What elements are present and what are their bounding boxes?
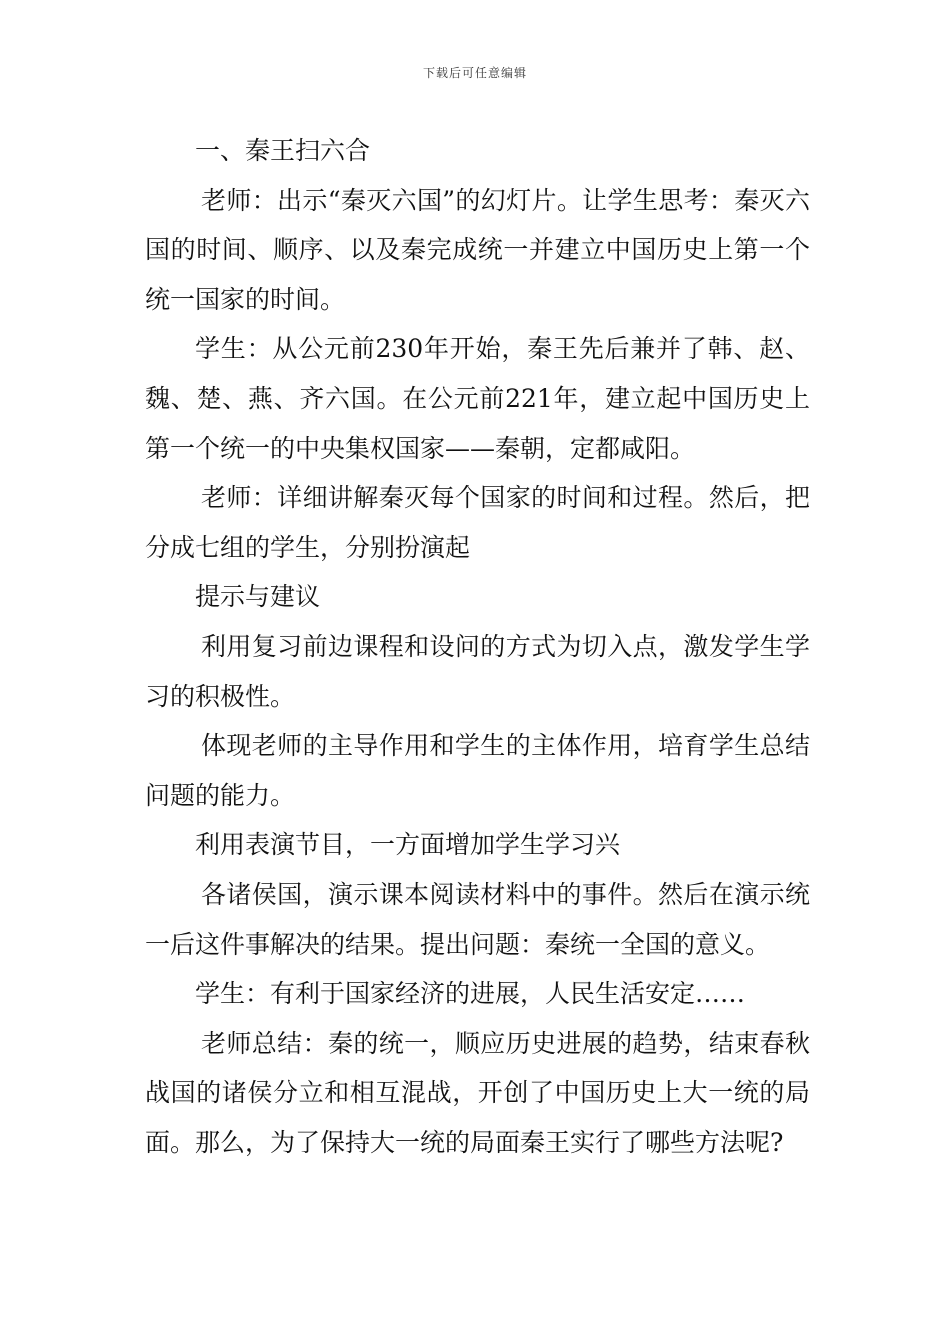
page-header: 下载后可任意编辑 <box>422 66 527 80</box>
section-heading: 一、秦王扫六合 <box>195 136 371 165</box>
paragraph-tip-performance: 利用表演节目，一方面增加学生学习兴 <box>195 830 621 860</box>
paragraph-student-meaning: 学生：有利于国家经济的进展，人民生活安定…… <box>195 979 746 1009</box>
paragraph-teacher-intro: 老师：出示“秦灭六国”的幻灯片。让学生思考：秦灭六国的时间、顺序、以及秦完成统一并建立中国历史上第一个统一国家的时间。 <box>145 185 810 314</box>
paragraph-teacher-explain: 老师：详细讲解秦灭每个国家的时间和过程。然后，把分成七组的学生，分别扮演起 <box>145 483 810 562</box>
paragraph-states-demo: 各诸侯国，演示课本阅读材料中的事件。然后在演示统一后这件事解决的结果。提出问题：秦统一全国的意义。 <box>145 879 810 959</box>
paragraph-teacher-summary: 老师总结：秦的统一，顺应历史进展的趋势，结束春秋战国的诸侯分立和相互混战，开创了中国历史上大一统的局面。那么，为了保持大一统的局面秦王实行了哪些方法呢? <box>145 1028 810 1157</box>
paragraph-tip-review: 利用复习前边课程和设问的方式为切入点，激发学生学习的积极性。 <box>145 631 810 711</box>
paragraph-tip-roles: 体现老师的主导作用和学生的主体作用，培育学生总结问题的能力。 <box>145 731 810 810</box>
paragraph-tips-heading: 提示与建议 <box>195 582 321 612</box>
paragraph-student-answer: 学生：从公元前230年开始，秦王先后兼并了韩、赵、魏、楚、燕、齐六国。在公元前221年，建立起中国历史上第一个统一的中央集权国家——秦朝，定都咸阳。 <box>145 334 810 463</box>
document-body <box>145 126 810 1167</box>
